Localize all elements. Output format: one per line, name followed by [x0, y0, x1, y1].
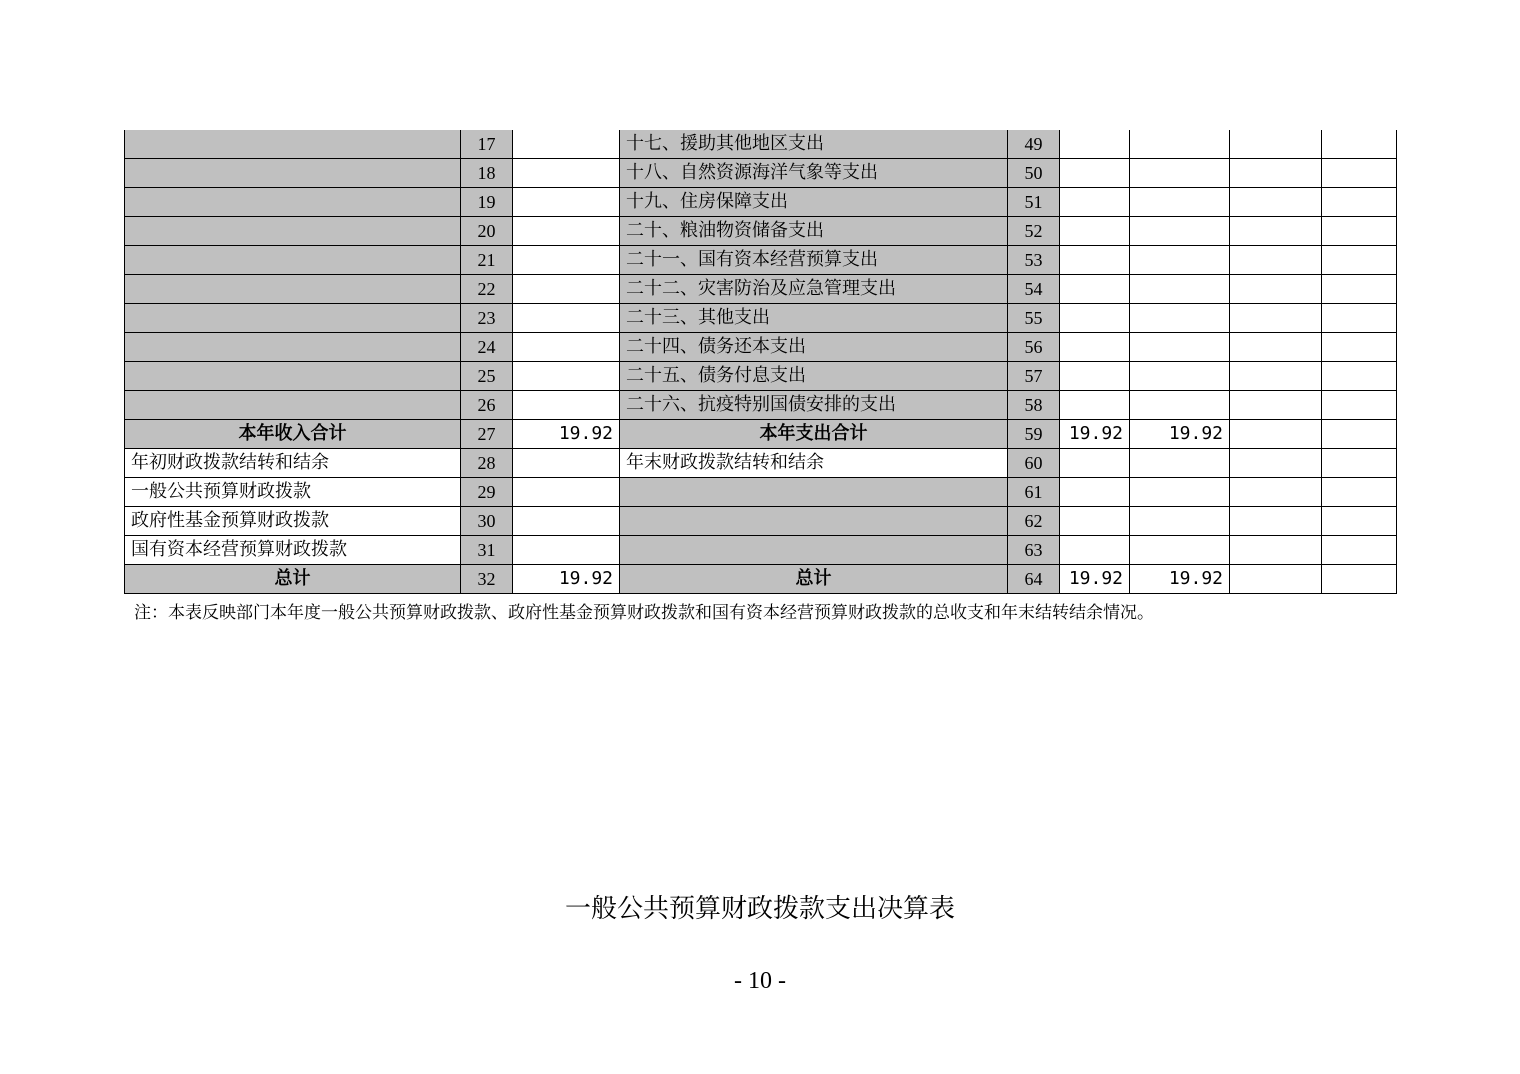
expense-item-label: 总计 — [620, 565, 1008, 594]
fund-budget-amount — [1230, 420, 1322, 449]
general-budget-amount — [1130, 304, 1230, 333]
state-capital-amount — [1322, 536, 1397, 565]
income-item-label: 总计 — [125, 565, 461, 594]
income-amount — [513, 217, 620, 246]
fund-budget-amount — [1230, 275, 1322, 304]
income-line-number: 18 — [461, 159, 513, 188]
expense-item-label: 年末财政拨款结转和结余 — [620, 449, 1008, 478]
income-item-label: 政府性基金预算财政拨款 — [125, 507, 461, 536]
income-item-label: 一般公共预算财政拨款 — [125, 478, 461, 507]
general-budget-amount — [1130, 449, 1230, 478]
state-capital-amount — [1322, 362, 1397, 391]
expense-line-number: 59 — [1008, 420, 1060, 449]
income-item-label: 国有资本经营预算财政拨款 — [125, 536, 461, 565]
fund-budget-amount — [1230, 507, 1322, 536]
expense-item-label: 二十、粮油物资储备支出 — [620, 217, 1008, 246]
expense-line-number: 57 — [1008, 362, 1060, 391]
income-line-number: 26 — [461, 391, 513, 420]
fund-budget-amount — [1230, 565, 1322, 594]
expense-item-label: 十九、住房保障支出 — [620, 188, 1008, 217]
income-item-label: 年初财政拨款结转和结余 — [125, 449, 461, 478]
table-row — [125, 449, 1397, 478]
income-amount — [513, 188, 620, 217]
income-line-number: 22 — [461, 275, 513, 304]
income-amount — [513, 333, 620, 362]
state-capital-amount — [1322, 391, 1397, 420]
income-amount — [513, 507, 620, 536]
table-row — [125, 507, 1397, 536]
expense-item-label: 二十三、其他支出 — [620, 304, 1008, 333]
income-amount — [513, 275, 620, 304]
expense-total-amount — [1060, 362, 1130, 391]
expense-item-label: 二十六、抗疫特别国债安排的支出 — [620, 391, 1008, 420]
expense-line-number: 58 — [1008, 391, 1060, 420]
fund-budget-amount — [1230, 449, 1322, 478]
expense-line-number: 56 — [1008, 333, 1060, 362]
table-row — [125, 275, 1397, 304]
income-item-label — [125, 391, 461, 420]
expense-item-label — [620, 536, 1008, 565]
fund-budget-amount — [1230, 362, 1322, 391]
state-capital-amount — [1322, 159, 1397, 188]
income-amount: 19.92 — [513, 565, 620, 594]
general-budget-amount — [1130, 130, 1230, 159]
income-item-label — [125, 217, 461, 246]
general-budget-amount: 19.92 — [1130, 420, 1230, 449]
table-row — [125, 565, 1397, 594]
fund-budget-amount — [1230, 246, 1322, 275]
state-capital-amount — [1322, 565, 1397, 594]
fund-budget-amount — [1230, 130, 1322, 159]
expense-line-number: 62 — [1008, 507, 1060, 536]
income-item-label — [125, 333, 461, 362]
table-row — [125, 159, 1397, 188]
fund-budget-amount — [1230, 159, 1322, 188]
budget-summary-table — [124, 130, 1397, 594]
expense-total-amount — [1060, 275, 1130, 304]
income-item-label — [125, 304, 461, 333]
expense-total-amount: 19.92 — [1060, 420, 1130, 449]
income-line-number: 29 — [461, 478, 513, 507]
income-item-label — [125, 362, 461, 391]
expense-total-amount — [1060, 159, 1130, 188]
expense-total-amount — [1060, 246, 1130, 275]
state-capital-amount — [1322, 507, 1397, 536]
next-table-title: 一般公共预算财政拨款支出决算表 — [564, 894, 955, 924]
table-row — [125, 246, 1397, 275]
income-line-number: 24 — [461, 333, 513, 362]
expense-line-number: 55 — [1008, 304, 1060, 333]
income-line-number: 30 — [461, 507, 513, 536]
income-line-number: 17 — [461, 130, 513, 159]
income-item-label — [125, 130, 461, 159]
fund-budget-amount — [1230, 217, 1322, 246]
expense-total-amount — [1060, 536, 1130, 565]
state-capital-amount — [1322, 304, 1397, 333]
table-row — [125, 362, 1397, 391]
income-item-label — [125, 246, 461, 275]
expense-item-label — [620, 478, 1008, 507]
state-capital-amount — [1322, 246, 1397, 275]
income-amount — [513, 362, 620, 391]
expense-total-amount — [1060, 130, 1130, 159]
income-amount — [513, 536, 620, 565]
expense-item-label: 二十四、债务还本支出 — [620, 333, 1008, 362]
expense-item-label: 十八、自然资源海洋气象等支出 — [620, 159, 1008, 188]
state-capital-amount — [1322, 275, 1397, 304]
income-amount — [513, 304, 620, 333]
state-capital-amount — [1322, 188, 1397, 217]
income-amount — [513, 130, 620, 159]
general-budget-amount — [1130, 246, 1230, 275]
table-row — [125, 391, 1397, 420]
expense-total-amount — [1060, 391, 1130, 420]
table-row — [125, 478, 1397, 507]
income-line-number: 32 — [461, 565, 513, 594]
general-budget-amount — [1130, 362, 1230, 391]
income-amount: 19.92 — [513, 420, 620, 449]
expense-line-number: 52 — [1008, 217, 1060, 246]
income-item-label — [125, 159, 461, 188]
general-budget-amount — [1130, 507, 1230, 536]
income-line-number: 25 — [461, 362, 513, 391]
general-budget-amount — [1130, 275, 1230, 304]
expense-line-number: 54 — [1008, 275, 1060, 304]
general-budget-amount — [1130, 217, 1230, 246]
state-capital-amount — [1322, 449, 1397, 478]
expense-line-number: 61 — [1008, 478, 1060, 507]
expense-line-number: 63 — [1008, 536, 1060, 565]
fund-budget-amount — [1230, 391, 1322, 420]
income-item-label — [125, 275, 461, 304]
income-line-number: 23 — [461, 304, 513, 333]
expense-item-label — [620, 507, 1008, 536]
fund-budget-amount — [1230, 536, 1322, 565]
income-amount — [513, 159, 620, 188]
state-capital-amount — [1322, 333, 1397, 362]
table-row — [125, 333, 1397, 362]
page-number: - 10 - — [734, 968, 786, 994]
expense-line-number: 49 — [1008, 130, 1060, 159]
income-line-number: 21 — [461, 246, 513, 275]
fund-budget-amount — [1230, 304, 1322, 333]
income-amount — [513, 449, 620, 478]
fund-budget-amount — [1230, 478, 1322, 507]
fund-budget-amount — [1230, 333, 1322, 362]
expense-total-amount — [1060, 333, 1130, 362]
income-item-label: 本年收入合计 — [125, 420, 461, 449]
table-body — [125, 130, 1397, 594]
expense-line-number: 60 — [1008, 449, 1060, 478]
table-row — [125, 130, 1397, 159]
general-budget-amount — [1130, 536, 1230, 565]
expense-line-number: 50 — [1008, 159, 1060, 188]
expense-item-label: 二十二、灾害防治及应急管理支出 — [620, 275, 1008, 304]
income-line-number: 20 — [461, 217, 513, 246]
state-capital-amount — [1322, 478, 1397, 507]
general-budget-amount: 19.92 — [1130, 565, 1230, 594]
expense-item-label: 二十五、债务付息支出 — [620, 362, 1008, 391]
table-row — [125, 536, 1397, 565]
expense-item-label: 二十一、国有资本经营预算支出 — [620, 246, 1008, 275]
income-item-label — [125, 188, 461, 217]
state-capital-amount — [1322, 130, 1397, 159]
expense-total-amount — [1060, 188, 1130, 217]
expense-line-number: 53 — [1008, 246, 1060, 275]
state-capital-amount — [1322, 420, 1397, 449]
income-line-number: 31 — [461, 536, 513, 565]
income-amount — [513, 246, 620, 275]
general-budget-amount — [1130, 159, 1230, 188]
expense-total-amount — [1060, 507, 1130, 536]
expense-total-amount — [1060, 304, 1130, 333]
table-row — [125, 420, 1397, 449]
general-budget-amount — [1130, 333, 1230, 362]
expense-item-label: 十七、援助其他地区支出 — [620, 130, 1008, 159]
expense-total-amount — [1060, 449, 1130, 478]
fund-budget-amount — [1230, 188, 1322, 217]
general-budget-amount — [1130, 391, 1230, 420]
general-budget-amount — [1130, 188, 1230, 217]
general-budget-amount — [1130, 478, 1230, 507]
income-line-number: 27 — [461, 420, 513, 449]
expense-item-label: 本年支出合计 — [620, 420, 1008, 449]
expense-total-amount — [1060, 217, 1130, 246]
expense-line-number: 64 — [1008, 565, 1060, 594]
income-amount — [513, 391, 620, 420]
state-capital-amount — [1322, 217, 1397, 246]
table-footnote: 注：本表反映部门本年度一般公共预算财政拨款、政府性基金预算财政拨款和国有资本经营预算财政拨款的总收支和年末结转结余情况。 — [134, 603, 1154, 623]
expense-total-amount: 19.92 — [1060, 565, 1130, 594]
table-row — [125, 217, 1397, 246]
expense-line-number: 51 — [1008, 188, 1060, 217]
income-line-number: 28 — [461, 449, 513, 478]
income-amount — [513, 478, 620, 507]
table-row — [125, 188, 1397, 217]
table-row — [125, 304, 1397, 333]
expense-total-amount — [1060, 478, 1130, 507]
income-line-number: 19 — [461, 188, 513, 217]
